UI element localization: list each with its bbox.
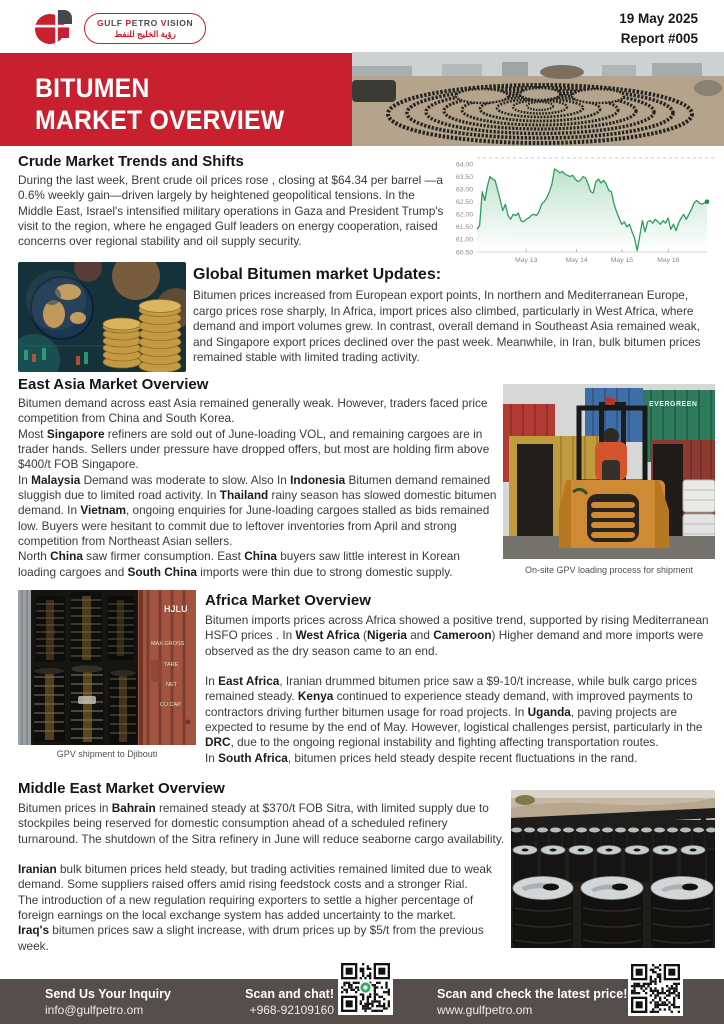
footer-inquiry [45,987,171,1017]
east-asia-photo-caption: On-site GPV loading process for shipment [524,565,694,575]
svg-text:63.50: 63.50 [455,173,473,181]
chat-phone: +968-92109160 [249,1003,334,1017]
svg-text:HJLU: HJLU [164,604,188,614]
logo-wordmark [84,13,206,44]
svg-text:61.00: 61.00 [455,236,473,244]
middle-east-heading: Middle East Market Overview [18,780,225,797]
svg-text:EVERGREEN: EVERGREEN [649,401,698,408]
africa-photo-caption: GPV shipment to Djibouti [56,749,158,759]
report-date: 19 May 2025 [619,11,698,26]
section-global [193,266,715,366]
footer-price [437,987,627,1017]
inquiry-title: Send Us Your Inquiry [45,987,171,1001]
svg-text:May 13: May 13 [515,257,538,264]
svg-text:May 16: May 16 [657,257,680,264]
africa-paragraph: In East Africa, Iranian drummed bitumen price saw a $9-10/t increase, while bulk cargo prices remained steady. Kenya continued to experience steady demand, with improved payments to contractors driving further bitumen usage for road projects. In Uganda, paving projects are expected to resume by the end of May. However, logistical challenges persist, particularly in the DRC, due to the ongoing regional instability and fighting affecting transportation routes. [205,673,703,750]
east-asia-paragraph: Bitumen demand across east Asia remained generally weak. However, traders faced price competition from China and South Korea. [18,396,488,426]
section-east-asia [18,376,498,580]
svg-text:60.50: 60.50 [455,249,473,257]
middle-east-paragraph: Iranian bulk bitumen prices held steady, but trading activities remained limited due to weak demand. Some suppliers raised offers amid rising feedstock costs and a stronger Rial. [18,861,492,892]
price-list-qr-code [628,961,683,1016]
africa-paragraph: Bitumen imports prices across Africa showed a positive trend, supported by rising Mediterranean HSFO prices . In West Africa (Nigeria and Cameroon) Higher demand and more imports were observed as the dry season came to an end. [205,613,709,658]
global-heading: Global Bitumen market Updates: [193,266,442,283]
brent-price-chart [447,155,715,269]
title-banner [0,53,352,146]
report-meta [619,9,698,50]
middle-east-paragraph: Iraq's bitumen prices saw a slight increase, with drum prices up by $5/t from the previous week. [18,923,484,953]
svg-text:62.50: 62.50 [455,199,473,206]
forklift-loading-photo [503,384,715,559]
section-africa [205,592,717,766]
east-asia-paragraph: In Malaysia Demand was moderate to slow. Also In Indonesia Bitumen demand remained sluggish due to limited road activity. In Thailand rainy season has slowed domestic bitumen demand. In Vietnam, ongoing enquiries for June-loading cargoes stalled as bids remained low. Buyers were hesitant to commit due to leftover inventories from April and strong competition from Northeast Asian sellers. [18,472,497,548]
svg-text:TARE: TARE [164,662,179,668]
svg-text:CU.CAP.: CU.CAP. [160,702,182,708]
footer-chat [222,987,334,1017]
section-crude [18,153,446,250]
bitumen-drums-photo [511,790,715,948]
chart-canvas [447,155,715,269]
drum-yard-photo [352,52,724,146]
svg-text:MAX.GROSS: MAX.GROSS [151,641,185,647]
section-middle-east [18,780,506,954]
svg-text:64.00: 64.00 [455,161,473,169]
logo-mark-icon [34,7,76,49]
global-body: Bitumen prices increased from European export points, In northern and Mediterranean Europe, cargo prices rose sharply, In Africa, import prices also climbed, particularly in West Africa, where demand and import volumes grew. In contrast, overall demand in Southeast Asia remained weak, and Singapore export prices declined over the past week. Meanwhile, in Iran, bulk bitumen prices remained stable with limited trading activity. [193,288,701,365]
middle-east-paragraph: Bitumen prices in Bahrain remained steady at $370/t FOB Sitra, with limited supply due to stockpiles being reserved for domestic consumption ahead of a scheduled refinery turnaround. The shutdown of the Sitra refinery in June will reduce seaborne cargo availability. [18,801,505,846]
globe-coins-photo [18,262,186,372]
page-title: BITUMEN MARKET OVERVIEW [35,73,285,135]
svg-text:May 15: May 15 [610,257,634,264]
whatsapp-qr-code [338,960,393,1015]
svg-text:63.00: 63.00 [455,186,473,194]
svg-text:NET: NET [166,682,177,688]
price-title: Scan and check the latest price! [437,987,628,1001]
svg-text:May 14: May 14 [565,257,588,264]
east-asia-paragraph: North China saw firmer consumption. East China buyers saw little interest in Korean loading cargoes and South China imports were thin due to strong domestic supply. [18,549,460,579]
africa-heading: Africa Market Overview [205,592,371,609]
logo-arabic-text: رؤية الخليج للنفط [114,28,176,39]
east-asia-paragraph: Most Singapore refiners are sold out of June-loading VOL, and remaining cargoes are in trader hands. Sellers under pressure have dropped offers, but most are holding firm above $400/t FOB Singapore. [18,426,490,472]
header [0,0,724,53]
container-drums-photo [18,590,196,745]
inquiry-email: info@gulfpetro.om [45,1003,144,1017]
price-url: www.gulfpetro.om [437,1003,533,1017]
logo-name: GULF PETRO VISION [97,17,194,28]
africa-paragraph: In South Africa, bitumen prices held steady despite recent fluctuations in the rand. [205,750,638,765]
svg-text:61.50: 61.50 [455,224,473,232]
crude-body: During the last week, Brent crude oil prices rose , closing at $64.34 per barrel —a 0.6% weekly gain—driven largely by heightened geopolitical tensions. In the Middle East, Israel's intensified military operations in Gaza and President Trump's visit to the region, where he engaged Gulf leaders on energy cooperation, raised concerns over regional stability and oil supply security. [18,173,444,249]
crude-heading: Crude Market Trends and Shifts [18,153,244,170]
chat-title: Scan and chat! [245,987,334,1001]
svg-text:62.00: 62.00 [455,211,473,219]
company-logo [34,7,206,49]
east-asia-heading: East Asia Market Overview [18,376,209,393]
report-number: Report #005 [620,31,698,47]
middle-east-paragraph: The introduction of a new regulation requiring exporters to settle a higher percentage of foreign earnings on the local exchange system has added uncertainty to the market. [18,892,474,922]
